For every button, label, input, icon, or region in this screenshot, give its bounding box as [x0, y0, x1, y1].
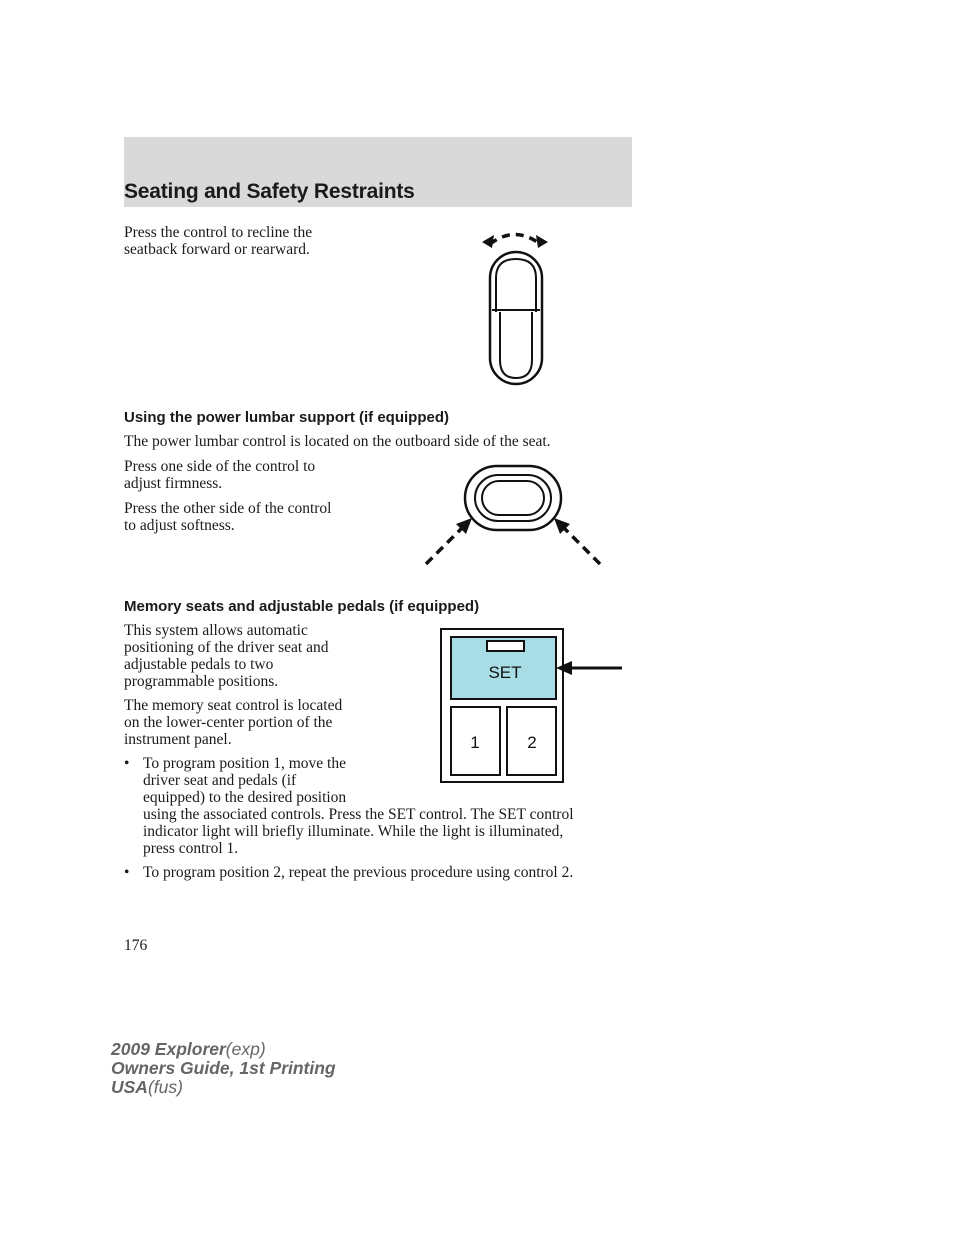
section-title: Seating and Safety Restraints — [124, 180, 415, 203]
memory-location-line-1: The memory seat control is located — [124, 697, 343, 714]
footer-model: 2009 Explorer — [111, 1039, 226, 1059]
memory-location-line-2: on the lower-center portion of the — [124, 714, 333, 731]
memory-location-line-3: instrument panel. — [124, 731, 232, 748]
page-number: 176 — [124, 937, 148, 954]
bullet-1-line-1: To program position 1, move the — [143, 755, 346, 772]
lumbar-soft-line-2: to adjust softness. — [124, 517, 235, 534]
memory-seat-panel-illustration — [440, 628, 630, 784]
bullet-1-cont-line-2: indicator light will briefly illuminate. While the light is illuminated, — [143, 823, 564, 840]
memory-intro-line-4: programmable positions. — [124, 673, 279, 690]
footer-model-code: (exp) — [225, 1039, 266, 1059]
button-1-label: 1 — [470, 733, 480, 752]
lumbar-heading: Using the power lumbar support (if equipped) — [124, 409, 449, 426]
set-indicator-light — [487, 641, 524, 651]
bullet-1-dot: • — [124, 755, 130, 772]
lumbar-firm-line-1: Press one side of the control to — [124, 458, 316, 475]
bullet-2-dot: • — [124, 864, 130, 881]
lumbar-location: The power lumbar control is located on the outboard side of the seat. — [124, 433, 551, 450]
footer-region: USA — [111, 1077, 148, 1097]
memory-intro-line-1: This system allows automatic — [124, 622, 308, 639]
button-2-label: 2 — [527, 733, 537, 752]
recline-line-1: Press the control to recline the — [124, 224, 313, 241]
bullet-2-text: To program position 2, repeat the previous procedure using control 2. — [143, 864, 574, 881]
bullet-1-line-2: driver seat and pedals (if — [143, 772, 297, 789]
bullet-1-cont-line-1: using the associated controls. Press the SET control. The SET control — [143, 806, 574, 823]
memory-intro-line-2: positioning of the driver seat and — [124, 639, 329, 656]
footer-imprint — [111, 1040, 336, 1097]
recline-control-illustration — [470, 220, 570, 390]
footer-region-code: (fus) — [147, 1077, 183, 1097]
recline-line-2: seatback forward or rearward. — [124, 241, 310, 258]
lumbar-control-illustration — [420, 460, 610, 575]
memory-heading: Memory seats and adjustable pedals (if equipped) — [124, 598, 480, 615]
set-label: SET — [488, 663, 522, 682]
lumbar-firm-line-2: adjust firmness. — [124, 475, 223, 492]
lumbar-soft-line-1: Press the other side of the control — [124, 500, 332, 517]
memory-intro-line-3: adjustable pedals to two — [124, 656, 274, 673]
bullet-1-cont-line-3: press control 1. — [143, 840, 239, 857]
footer-printing: Owners Guide, 1st Printing — [111, 1058, 336, 1078]
bullet-1-line-3: equipped) to the desired position — [143, 789, 347, 806]
